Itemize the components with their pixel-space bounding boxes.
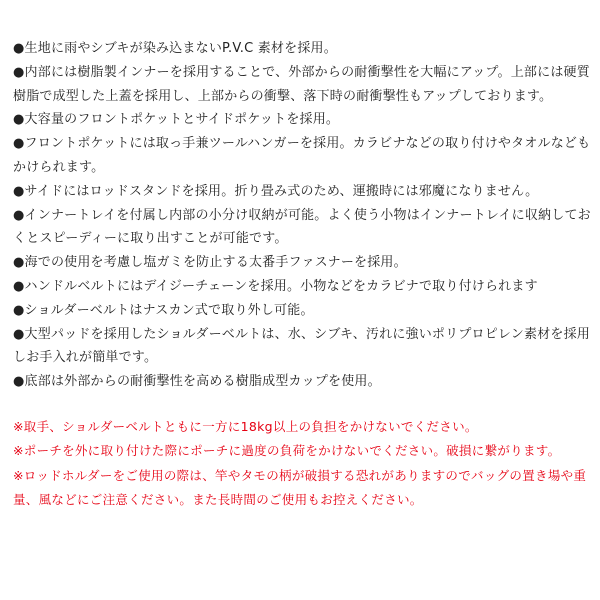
caution-note: ※取手、ショルダーベルトともに一方に18kg以上の負担をかけないでください。 xyxy=(13,418,478,434)
feature-item: ●サイドにはロッドスタンドを採用。折り畳み式のため、運搬時には邪魔になりません。 xyxy=(13,183,539,199)
feature-item: ●内部には樹脂製インナーを採用することで、外部からの耐衝撃性を大幅にアップ。上部には硬質樹脂で成型した上蓋を採用し、上部からの衝撃、落下時の耐衝撃性もアップしております。 xyxy=(13,64,590,104)
caution-note: ※ポーチを外に取り付けた際にポーチに過度の負荷をかけないでください。破損に繋がります。 xyxy=(13,443,561,459)
feature-item: ●生地に雨やシブキが染み込まないP.V.C 素材を採用。 xyxy=(13,41,337,56)
feature-item: ●大容量のフロントポケットとサイドポケットを採用。 xyxy=(13,112,340,128)
caution-note: ※ロッドホルダーをご使用の際は、竿やタモの柄が破損する恐れがありますのでバッグの置き場や重量、風などにご注意ください。また長時間のご使用もお控えください。 xyxy=(13,467,587,508)
feature-item: ●海での使用を考慮し塩ガミを防止する太番手ファスナーを採用。 xyxy=(13,255,407,271)
feature-item: ●底部は外部からの耐衝撃性を高める樹脂成型カップを使用。 xyxy=(13,374,381,390)
feature-item: ●ショルダーベルトはナスカン式で取り外し可能。 xyxy=(13,302,314,318)
feature-item: ●大型パッドを採用したショルダーベルトは、水、シブキ、汚れに強いポリプロピレン素材を採用しお手入れが簡単です。 xyxy=(13,326,590,366)
feature-item: ●ハンドルベルトにはデイジーチェーンを採用。小物などをカラビナで取り付けられます xyxy=(13,278,538,294)
product-description xyxy=(13,37,591,513)
caution-notes xyxy=(13,415,591,513)
feature-list xyxy=(13,37,591,394)
feature-item: ●インナートレイを付属し内部の小分け収納が可能。よく使う小物はインナートレイに収納しておくとスピーディーに取り出すことが可能です。 xyxy=(13,207,591,247)
feature-item: ●フロントポケットには取っ手兼ツールハンガーを採用。カラビナなどの取り付けやタオルなどもかけられます。 xyxy=(13,136,591,175)
